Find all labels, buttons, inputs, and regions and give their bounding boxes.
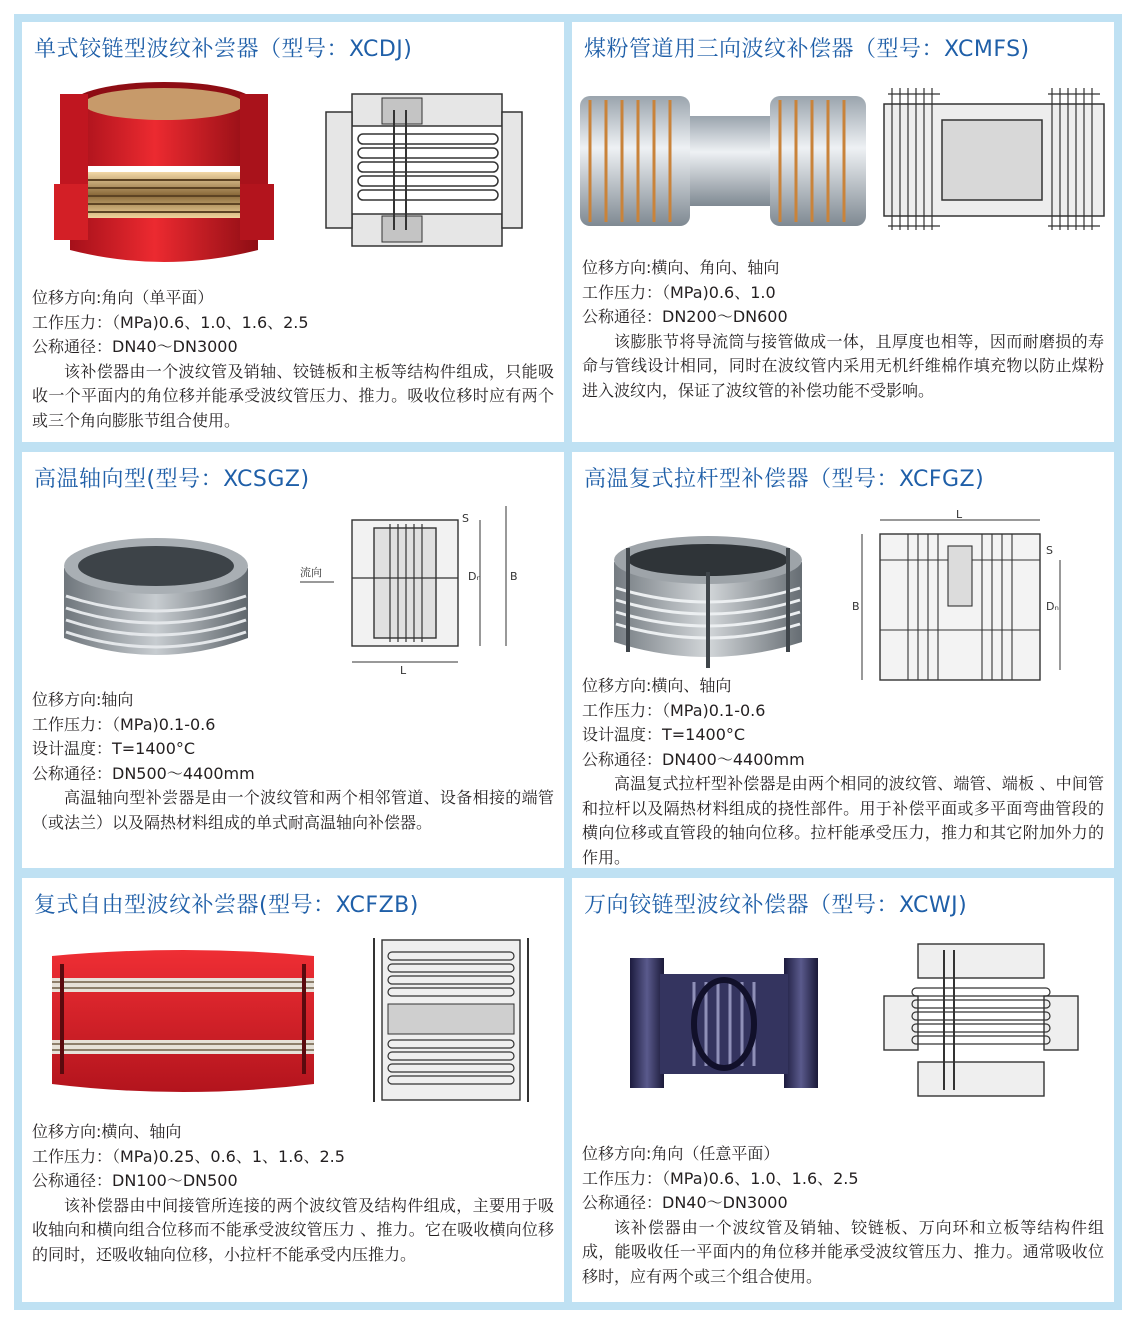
double-free-compensator-drawing <box>366 932 536 1108</box>
coal-powder-compensator-photo <box>580 88 870 234</box>
spec-displacement: 位移方向:角向（单平面） <box>32 288 214 307</box>
spec-block <box>582 1142 1104 1289</box>
spec-temperature: 设计温度：T=1400°C <box>32 739 196 758</box>
product-description: 该膨胀节将导流筒与接管做成一体，且厚度也相等，因而耐磨损的寿命与管线设计相同，同时在波纹管内采用无机纤维棉作填充物以防止煤粉进入波纹内，保证了波纹管的补偿功能不受影响。 <box>582 331 1104 400</box>
spec-pressure: 工作压力：（MPa)0.6、1.0 <box>582 282 776 302</box>
dim-diameter-label: Dₙ <box>468 570 481 583</box>
gimbal-compensator-photo <box>624 952 824 1096</box>
product-card-xcmfs <box>572 22 1114 442</box>
dim-outer-label: B <box>510 570 518 583</box>
spec-pressure: 工作压力：（MPa)0.1-0.6 <box>32 714 216 734</box>
spec-pressure: 工作压力：（MPa)0.25、0.6、1、1.6、2.5 <box>32 1146 345 1166</box>
spec-temperature: 设计温度：T=1400°C <box>582 725 746 744</box>
product-description: 高温轴向型补尝器是由一个波纹管和两个相邻管道、设备相接的端管（或法兰）以及隔热材料组成的单式耐高温轴向补偿器。 <box>32 788 554 832</box>
high-temp-tie-rod-photo <box>610 532 806 672</box>
high-temp-tie-rod-drawing <box>852 510 1078 690</box>
dim-thickness-label: S <box>1046 544 1053 557</box>
product-description: 该补偿器由一个波纹管及销轴、铰链板和主板等结构件组成，只能吸收一个平面内的角位移并能承受波纹管压力、推力。吸收位移时应有两个或三个角向膨胀节组合使用。 <box>32 361 554 430</box>
spec-block <box>32 1120 554 1267</box>
spec-block <box>32 286 554 433</box>
spec-diameter: 公称通径：DN100～DN500 <box>32 1171 238 1190</box>
red-double-free-compensator-photo <box>48 944 318 1102</box>
spec-displacement: 位移方向:横向、轴向 <box>32 1122 182 1141</box>
spec-diameter: 公称通径：DN40～DN3000 <box>582 1193 788 1212</box>
product-description: 高温复式拉杆型补偿器是由两个相同的波纹管、端管、端板 、中间管和拉杆以及隔热材料组成的挠性部件。用于补偿平面或多平面弯曲管段的横向位移或直管段的轴向位移。拉杆能承受压力，推力和其它附加外力的作用。 <box>582 774 1104 867</box>
spec-displacement: 位移方向:角向（任意平面） <box>582 1144 780 1163</box>
gimbal-compensator-drawing <box>878 938 1082 1102</box>
spec-diameter: 公称通径：DN40～DN3000 <box>32 337 238 356</box>
product-title: 煤粉管道用三向波纹补偿器（型号：XCMFS) <box>584 37 1030 62</box>
spec-pressure: 工作压力：（MPa)0.6、1.0、1.6、2.5 <box>582 1168 859 1188</box>
spec-displacement: 位移方向:横向、轴向 <box>582 676 732 695</box>
spec-displacement: 位移方向:轴向 <box>32 690 134 709</box>
spec-block <box>582 256 1104 403</box>
hinged-compensator-drawing <box>322 90 526 250</box>
spec-diameter: 公称通径：DN200～DN600 <box>582 307 788 326</box>
product-title: 复式自由型波纹补尝器(型号：XCFZB) <box>34 893 419 918</box>
flow-label: 流向 <box>300 566 322 579</box>
high-temp-axial-photo <box>58 522 254 662</box>
product-description: 该补偿器由中间接管所连接的两个波纹管及结构件组成，主要用于吸收轴向和横向组合位移而不能承受波纹管压力 、推力。它在吸收横向位移的同时，还吸收轴向位移，小拉杆不能承受内压推力。 <box>32 1195 554 1264</box>
product-card-xcfzb <box>22 878 564 1302</box>
product-title: 高温复式拉杆型补偿器（型号：XCFGZ) <box>584 467 985 492</box>
spec-block <box>32 688 554 835</box>
product-card-xcdj <box>22 22 564 442</box>
product-title: 万向铰链型波纹补偿器（型号：XCWJ) <box>584 893 968 918</box>
product-title: 单式铰链型波纹补尝器（型号：XCDJ) <box>34 37 413 62</box>
spec-pressure: 工作压力：（MPa)0.6、1.0、1.6、2.5 <box>32 312 309 332</box>
product-card-xcfgz <box>572 452 1114 868</box>
product-card-xcwj <box>572 878 1114 1302</box>
product-title: 高温轴向型(型号：XCSGZ) <box>34 467 310 492</box>
high-temp-axial-drawing <box>294 498 524 674</box>
spec-diameter: 公称通径：DN500～4400mm <box>32 763 255 783</box>
dim-length-label: L <box>956 510 963 521</box>
coal-powder-compensator-drawing <box>882 80 1106 240</box>
spec-displacement: 位移方向:横向、角向、轴向 <box>582 258 780 277</box>
product-card-xcsgz <box>22 452 564 868</box>
dim-outer-label: B <box>852 600 860 613</box>
dim-diameter-label: Dₙ <box>1046 600 1059 613</box>
spec-pressure: 工作压力：（MPa)0.1-0.6 <box>582 700 766 720</box>
spec-block <box>582 674 1104 868</box>
spec-diameter: 公称通径：DN400～4400mm <box>582 749 805 769</box>
red-hinged-compensator-photo <box>40 74 288 284</box>
dim-thickness-label: S <box>462 512 469 525</box>
product-description: 该补偿器由一个波纹管及销轴、铰链板、万向环和立板等结构件组成，能吸收任一平面内的角位移并能承受波纹管压力、推力。通常吸收位移时，应有两个或三个组合使用。 <box>582 1217 1104 1286</box>
dim-length-label: L <box>400 664 407 674</box>
